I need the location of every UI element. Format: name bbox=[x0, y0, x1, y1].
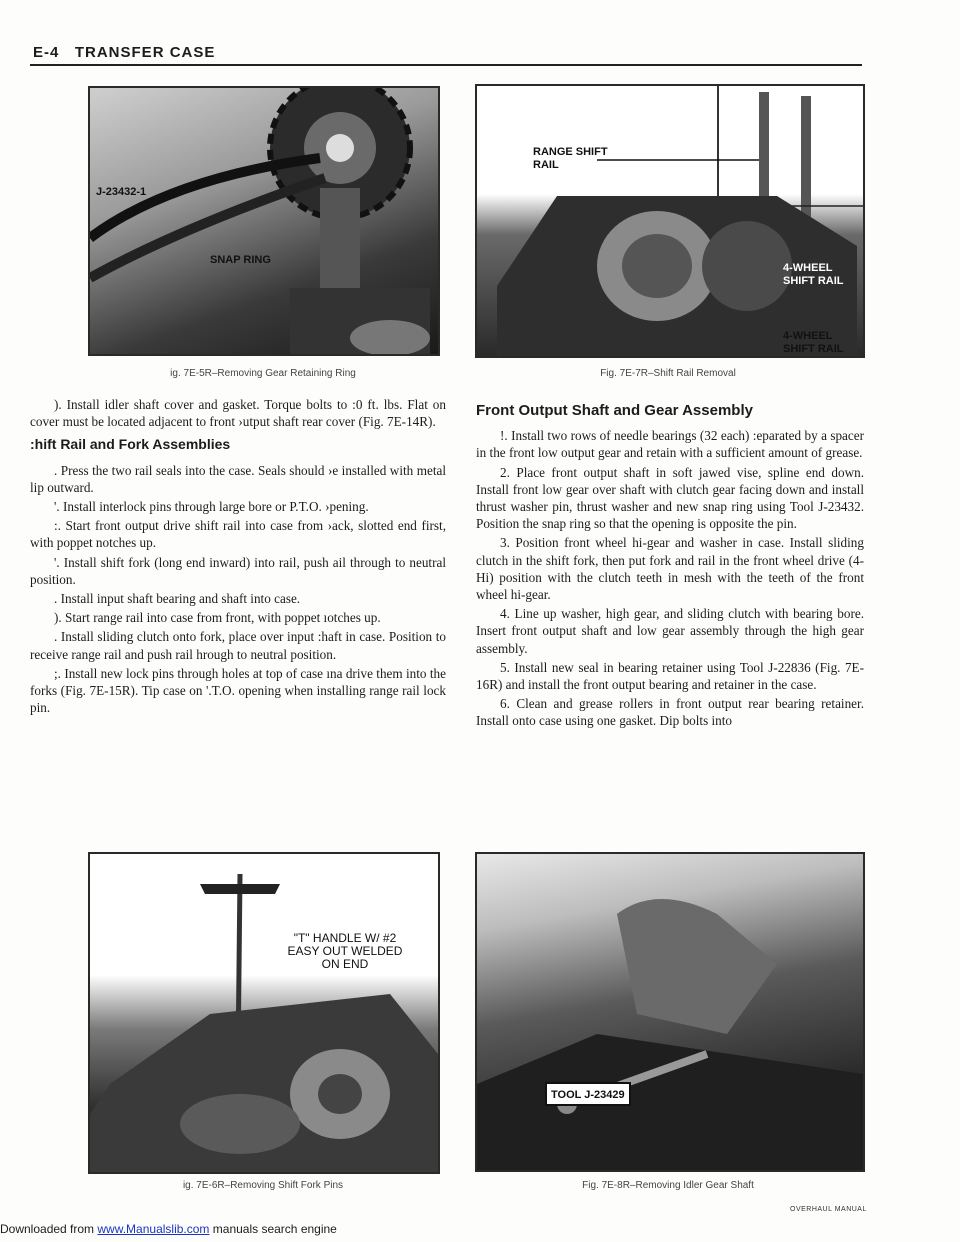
figure-5r-caption: ig. 7E-5R–Removing Gear Retaining Ring bbox=[170, 368, 356, 379]
left-column-text bbox=[30, 396, 446, 718]
step-paragraph: 3. Position front wheel hi-gear and washer in case. Install sliding clutch in the shift fork, then put fork and rail in the front wheel drive (4-Hi) position with the clutch teeth in mesh with the teeth of the front wheel hi-gear. bbox=[476, 535, 864, 603]
step-paragraph: ). Start range rail into case from front, with poppet ıotches up. bbox=[54, 610, 381, 626]
section-title: TRANSFER CASE bbox=[74, 44, 216, 61]
footer-prefix: Downloaded from bbox=[0, 1222, 98, 1236]
figure-6r-photo bbox=[88, 852, 440, 1174]
figure-8r-photo bbox=[475, 852, 865, 1172]
section-number: E-4 bbox=[33, 44, 60, 61]
callout-tool-label: J-23432-1 bbox=[96, 186, 147, 198]
intro-paragraph: ). Install idler shaft cover and gasket. Torque bolts to :0 ft. lbs. Flat on cover must be located adjacent to front ›utput shaft rear cover (Fig. 7E-14R). bbox=[30, 397, 446, 430]
step-paragraph: 5. Install new seal in bearing retainer using Tool J-22836 (Fig. 7E-16R) and install the front output bearing and retainer in the case. bbox=[476, 659, 864, 693]
section-heading-front-output: Front Output Shaft and Gear Assembly bbox=[476, 402, 753, 419]
figure-5r-photo bbox=[88, 86, 440, 356]
step-paragraph: ;. Install new lock pins through holes at top of case ına drive them into the forks (Fig. 7E-15R). Tip case on '.T.O. opening when installing range rail lock pin. bbox=[30, 665, 446, 716]
step-paragraph: 6. Clean and grease rollers in front output rear bearing retainer. Install onto case using one gasket. Dip bolts into bbox=[476, 696, 864, 729]
step-paragraph: !. Install two rows of needle bearings (32 each) :eparated by a spacer in the front low output gear and retain with a sufficient amount of grease. bbox=[476, 428, 864, 461]
tool-label-box bbox=[545, 1082, 631, 1106]
callout-range-shift-rail: RANGE SHIFT RAIL bbox=[533, 146, 608, 171]
step-paragraph: . Press the two rail seals into the case. Seals should ›e installed with metal lip outward. bbox=[30, 462, 446, 495]
step-paragraph: 4. Line up washer, high gear, and sliding clutch with bearing bore. Insert front output shaft and low gear assembly through the high gear assembly. bbox=[476, 606, 864, 656]
step-paragraph: '. Install interlock pins through large bore or P.T.O. ›pening. bbox=[54, 499, 369, 515]
step-paragraph: 2. Place front output shaft in soft jawed vise, spline end down. Install front low gear over shaft with clutch gear facing down and install thrust washer pin, thrust washer and new snap ring using Tool J-23432. Position the snap ring so that the opening is opposite the pin. bbox=[476, 464, 864, 532]
step-paragraph: '. Install shift fork (long end inward) into rail, push ail through to neutral position. bbox=[30, 554, 446, 587]
right-column-text bbox=[476, 396, 864, 732]
figure-8r-caption: Fig. 7E-8R–Removing Idler Gear Shaft bbox=[582, 1180, 754, 1191]
step-paragraph: :. Start front output drive shift rail into case from ›ack, slotted end first, with poppet notches up. bbox=[30, 518, 446, 551]
figure-7r-photo bbox=[475, 84, 865, 358]
callout-4wheel-shift-rail-upper: 4-WHEEL SHIFT RAIL bbox=[783, 262, 844, 287]
callout-t-handle: "T" HANDLE W/ #2 EASY OUT WELDED ON END bbox=[287, 931, 403, 971]
step-paragraph: . Install sliding clutch onto fork, place over input :haft in case. Position to receive range rail and push rail hrough to neutral position. bbox=[30, 629, 446, 662]
step-paragraph: . Install input shaft bearing and shaft into case. bbox=[54, 591, 301, 607]
figure-6r-caption: ig. 7E-6R–Removing Shift Fork Pins bbox=[182, 1180, 344, 1191]
overhaul-manual-stamp: OVERHAUL MANUAL bbox=[790, 1206, 867, 1213]
download-footer bbox=[0, 1222, 960, 1242]
header-rule bbox=[30, 64, 862, 66]
callout-4wheel-shift-rail-lower: 4-WHEEL SHIFT RAIL bbox=[783, 330, 844, 355]
shift-rail-illustration bbox=[477, 86, 863, 356]
figure-7r-caption: Fig. 7E-7R–Shift Rail Removal bbox=[600, 368, 736, 379]
page-header bbox=[33, 44, 215, 61]
idler-gear-shaft-illustration bbox=[477, 854, 863, 1170]
callout-tool-j23429: TOOL J-23429 bbox=[551, 1089, 625, 1101]
manualslib-link[interactable]: www.Manualslib.com bbox=[97, 1222, 210, 1236]
gear-photo-illustration bbox=[90, 88, 438, 354]
callout-snap-ring: SNAP RING bbox=[210, 254, 271, 266]
shift-fork-pins-illustration bbox=[90, 854, 438, 1172]
section-heading-shift-rail: :hift Rail and Fork Assemblies bbox=[30, 436, 231, 453]
footer-suffix: manuals search engine bbox=[209, 1222, 337, 1236]
